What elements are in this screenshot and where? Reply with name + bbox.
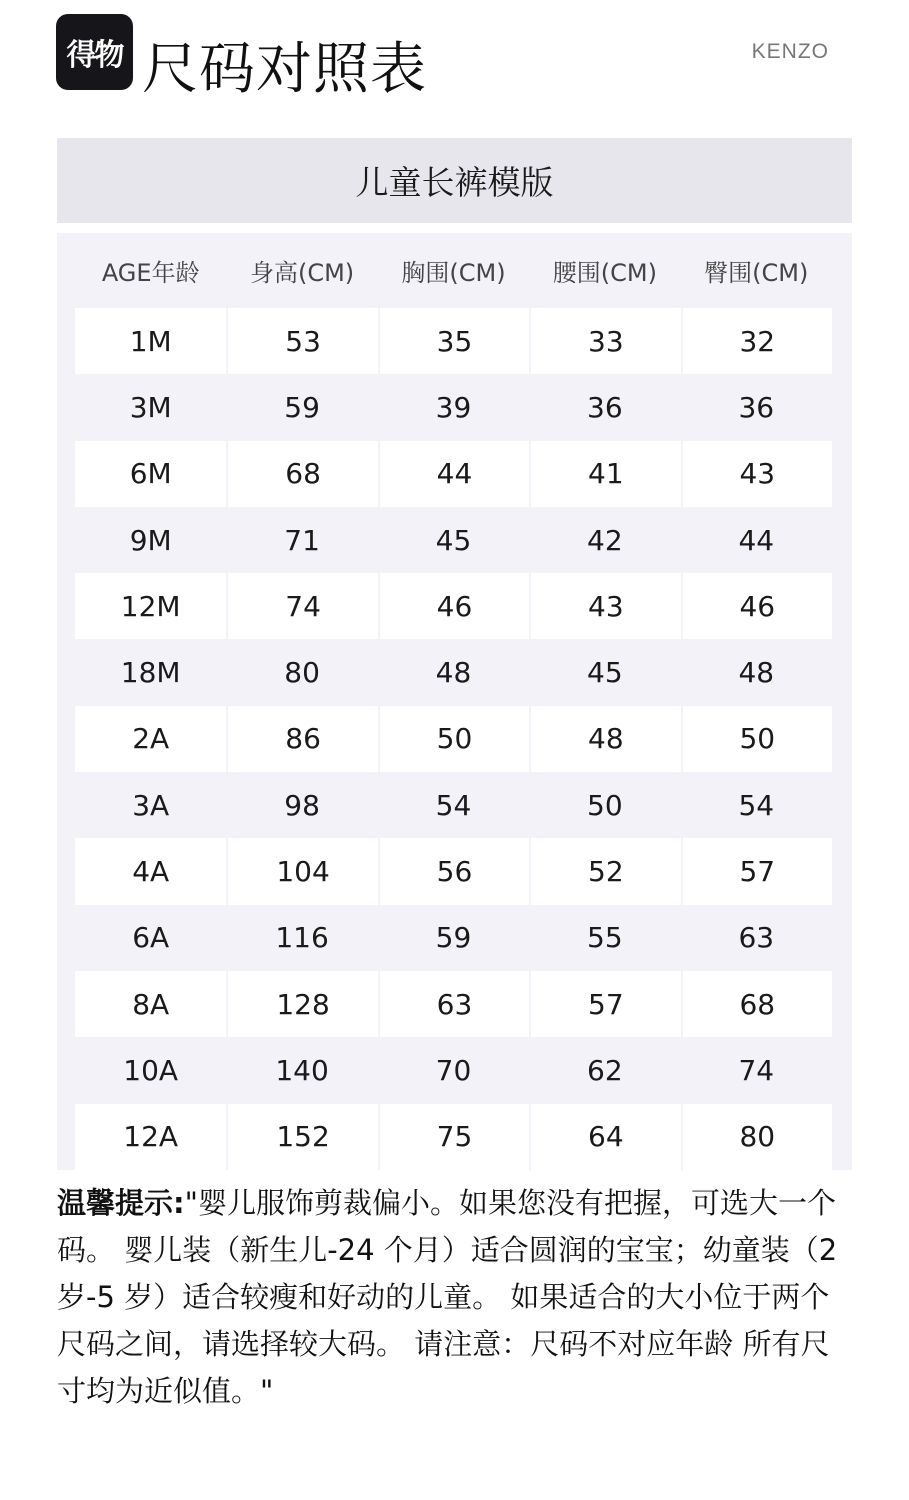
cell-hip: 43: [681, 441, 832, 507]
cell-waist: 45: [587, 656, 623, 690]
cell-chest: 44: [378, 441, 529, 507]
cell-waist: 52: [529, 838, 680, 904]
cell-waist: 42: [587, 523, 623, 557]
cell-age: 1M: [75, 308, 226, 374]
cell-hip: 57: [681, 838, 832, 904]
cell-height: 116: [275, 921, 329, 955]
cell-chest: 63: [378, 971, 529, 1037]
cell-waist: 43: [529, 573, 680, 639]
column-header-hip: 臀围(CM): [704, 259, 809, 287]
cell-chest: 50: [378, 706, 529, 772]
table-row: [75, 374, 832, 440]
cell-height: 152: [226, 1104, 377, 1170]
note-text: "婴儿服饰剪裁偏小。如果您没有把握，可选大一个码。 婴儿装（新生儿-24 个月）适合圆润的宝宝；幼童装（2 岁-5 岁）适合较瘦和好动的儿童。 如果适合的大小位于两个尺码之间，请选择较大码。 请注意：尺码不对应年龄 所有尺寸均为近似值。": [57, 1186, 838, 1408]
cell-height: 68: [226, 441, 377, 507]
cell-chest: 59: [435, 921, 472, 955]
size-table: [57, 233, 852, 1170]
cell-hip: 36: [738, 390, 775, 424]
cell-height: 128: [226, 971, 377, 1037]
cell-height: 74: [226, 573, 377, 639]
column-header-chest: 胸围(CM): [401, 259, 506, 287]
cell-height: 86: [226, 706, 377, 772]
cell-height: 98: [284, 788, 320, 822]
column-header-age: AGE年龄: [101, 259, 200, 287]
cell-waist: 64: [529, 1104, 680, 1170]
cell-chest: 56: [378, 838, 529, 904]
cell-waist: 62: [587, 1053, 623, 1087]
cell-hip: 80: [681, 1104, 832, 1170]
cell-chest: 75: [378, 1104, 529, 1170]
table-row: [75, 838, 832, 904]
cell-height: 140: [275, 1053, 329, 1087]
table-row: [75, 441, 832, 507]
cell-height: 104: [226, 838, 377, 904]
cell-waist: 36: [587, 390, 623, 424]
table-row: [75, 1037, 832, 1103]
cell-age: 4A: [75, 838, 226, 904]
cell-age: 12M: [75, 573, 226, 639]
column-header-waist: 腰围(CM): [552, 259, 657, 287]
cell-height: 59: [284, 390, 320, 424]
cell-chest: 70: [435, 1053, 472, 1087]
brand-logo: KENZO: [751, 40, 829, 63]
table-row: [75, 706, 832, 772]
cell-waist: 33: [529, 308, 680, 374]
table-row: [75, 308, 832, 374]
column-header-height: 身高(CM): [249, 259, 355, 287]
cell-hip: 54: [738, 788, 775, 822]
size-note: [57, 1180, 857, 1415]
cell-hip: 32: [681, 308, 832, 374]
table-row: [75, 772, 832, 838]
cell-height: 71: [284, 523, 320, 557]
cell-height: 80: [284, 656, 320, 690]
cell-age: 8A: [75, 971, 226, 1037]
cell-hip: 46: [681, 573, 832, 639]
cell-waist: 41: [529, 441, 680, 507]
cell-waist: 55: [587, 921, 623, 955]
cell-waist: 48: [529, 706, 680, 772]
app-logo: [56, 14, 133, 90]
cell-chest: 45: [435, 523, 472, 557]
table-title: 儿童长裤模版: [57, 138, 852, 223]
table-row: [75, 971, 832, 1037]
cell-waist: 50: [587, 788, 623, 822]
cell-hip: 48: [738, 656, 775, 690]
cell-age: 9M: [129, 523, 172, 557]
header: [56, 14, 853, 114]
cell-age: 12A: [75, 1104, 226, 1170]
cell-chest: 39: [435, 390, 472, 424]
cell-hip: 74: [738, 1053, 775, 1087]
cell-age: 6M: [75, 441, 226, 507]
table-body: [75, 308, 832, 1170]
cell-chest: 48: [435, 656, 472, 690]
cell-hip: 63: [738, 921, 775, 955]
cell-age: 10A: [123, 1053, 179, 1087]
cell-age: 3A: [132, 788, 170, 822]
cell-age: 6A: [132, 921, 170, 955]
table-header-row: [75, 233, 832, 308]
cell-chest: 35: [378, 308, 529, 374]
cell-waist: 57: [529, 971, 680, 1037]
cell-chest: 54: [435, 788, 472, 822]
table-row: [75, 639, 832, 705]
cell-age: 18M: [120, 656, 181, 690]
logo-text: 得物: [66, 38, 123, 73]
cell-height: 53: [226, 308, 377, 374]
table-row: [75, 507, 832, 573]
note-label: 温馨提示:: [57, 1186, 185, 1220]
page-title: 尺码对照表: [142, 37, 427, 102]
cell-hip: 44: [738, 523, 775, 557]
table-row: [75, 1104, 832, 1170]
cell-age: 2A: [75, 706, 226, 772]
cell-chest: 46: [378, 573, 529, 639]
cell-hip: 50: [681, 706, 832, 772]
cell-age: 3M: [129, 390, 172, 424]
table-row: [75, 573, 832, 639]
table-row: [75, 905, 832, 971]
cell-hip: 68: [681, 971, 832, 1037]
